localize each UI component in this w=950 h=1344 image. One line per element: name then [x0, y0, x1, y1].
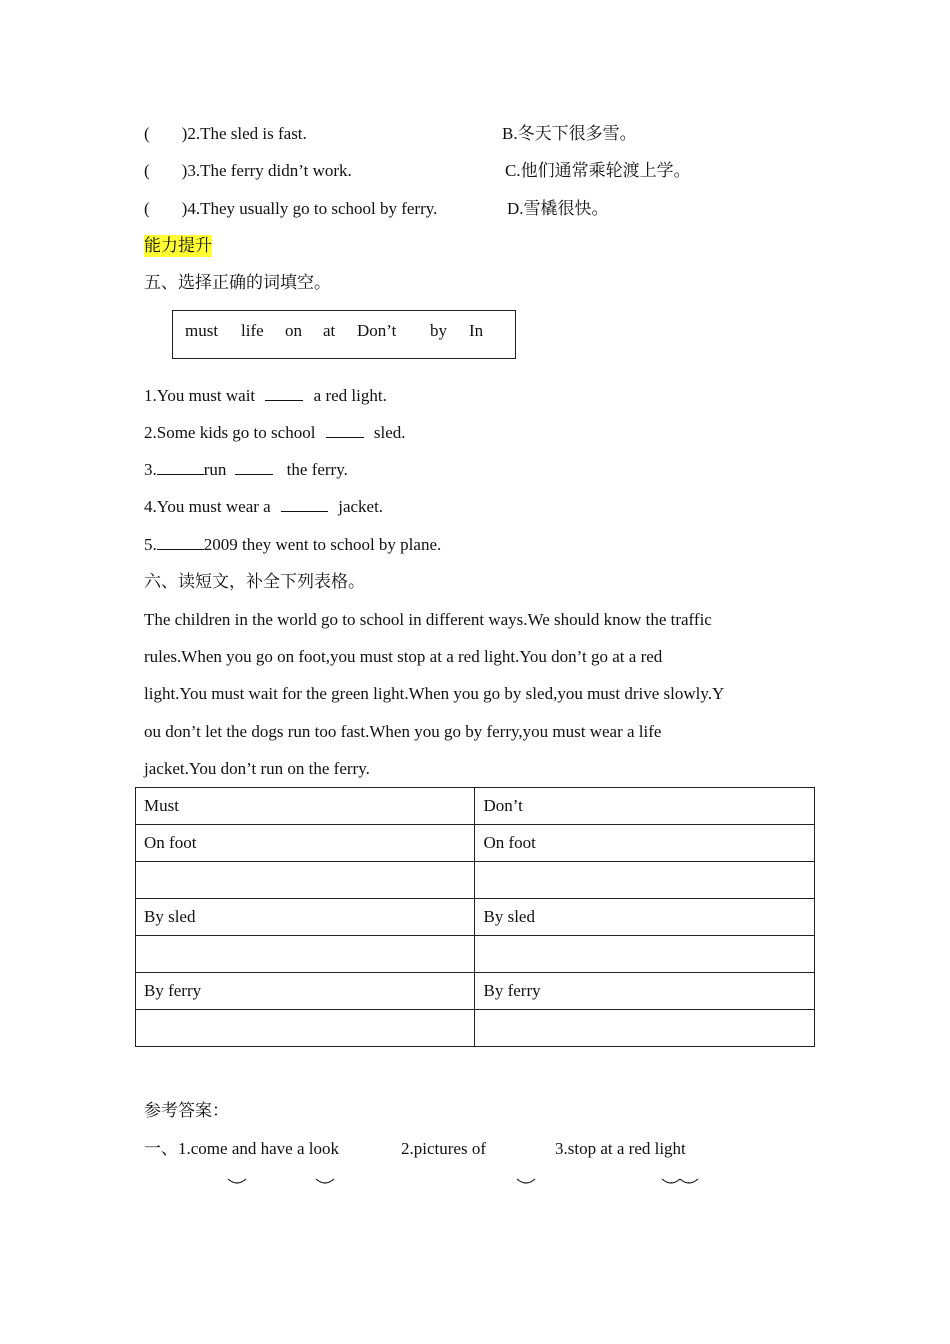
table-cell: By sled	[136, 899, 475, 936]
question-text: sled.	[373, 423, 406, 442]
answers-line-1b: 2.pictures of	[401, 1139, 486, 1158]
table-cell-blank[interactable]	[136, 936, 475, 973]
answer-blank[interactable]	[157, 534, 204, 550]
question-text: the ferry.	[286, 460, 348, 479]
answer-blank[interactable]	[265, 385, 303, 401]
word-bank-word: by	[430, 321, 447, 340]
fill-question-5	[144, 534, 441, 556]
table-row	[136, 899, 815, 936]
passage-line: The children in the world go to school in different ways.We should know the traffic	[144, 610, 712, 629]
matching-text: )3.The ferry didn’t work.	[181, 161, 352, 180]
table-cell: On foot	[136, 825, 475, 862]
answer-blank[interactable]	[326, 422, 364, 438]
section6-title: 六、读短文，补全下列表格。	[144, 572, 365, 591]
table-cell-blank[interactable]	[136, 862, 475, 899]
liaison-marks	[226, 1176, 726, 1190]
passage-line: jacket.You don’t run on the ferry.	[144, 759, 370, 778]
question-text: 3.	[144, 460, 157, 479]
table-row	[136, 788, 815, 825]
answers-line-1a: 一、1.come and have a look	[144, 1139, 339, 1158]
section-ability-heading: 能力提升	[144, 236, 212, 255]
fill-question-3	[144, 459, 348, 481]
question-text: a red light.	[313, 386, 387, 405]
fill-question-2	[144, 422, 406, 444]
fill-question-4	[144, 496, 383, 518]
question-text: 2.Some kids go to school	[144, 423, 316, 442]
table-row	[136, 1010, 815, 1047]
matching-answer-c: C.他们通常乘轮渡上学。	[505, 161, 691, 180]
table-cell: By ferry	[475, 973, 815, 1010]
matching-answer-d: D.雪橇很快。	[507, 199, 609, 218]
matching-item-3	[144, 160, 352, 182]
answer-blank[interactable]	[235, 459, 273, 475]
question-text: 2009 they went to school by plane.	[203, 535, 442, 554]
table-row	[136, 862, 815, 899]
table-row	[136, 825, 815, 862]
question-text: run	[203, 460, 227, 479]
table-cell-blank[interactable]	[475, 862, 815, 899]
word-bank-word: at	[323, 321, 336, 340]
paren: (	[144, 124, 150, 143]
passage-line: ou don’t let the dogs run too fast.When you go by ferry,you must wear a life	[144, 722, 662, 741]
question-text: jacket.	[338, 497, 384, 516]
table-cell: By sled	[475, 899, 815, 936]
matching-item-4	[144, 198, 437, 220]
word-bank-word: Don’t	[357, 321, 397, 340]
word-bank-word: must	[185, 321, 219, 340]
passage-line: light.You must wait for the green light.When you go by sled,you must drive slowly.Y	[144, 684, 725, 703]
fill-question-1	[144, 385, 387, 407]
table-cell-blank[interactable]	[475, 1010, 815, 1047]
paren: (	[144, 199, 150, 218]
table-cell: By ferry	[136, 973, 475, 1010]
word-bank	[172, 310, 516, 359]
word-bank-word: In	[469, 321, 484, 340]
rules-table	[135, 787, 815, 1047]
matching-text: )4.They usually go to school by ferry.	[181, 199, 438, 218]
matching-text: )2.The sled is fast.	[181, 124, 307, 143]
question-text: 5.	[144, 535, 157, 554]
word-bank-word: on	[285, 321, 302, 340]
answer-blank[interactable]	[157, 459, 204, 475]
table-cell-blank[interactable]	[475, 936, 815, 973]
answer-blank[interactable]	[281, 496, 328, 512]
section5-title: 五、选择正确的词填空。	[144, 273, 331, 292]
passage-line: rules.When you go on foot,you must stop at a red light.You don’t go at a red	[144, 647, 663, 666]
answers-title: 参考答案：	[144, 1101, 229, 1120]
word-bank-word: life	[241, 321, 264, 340]
answers-line-1c: 3.stop at a red light	[555, 1139, 686, 1158]
question-text: 1.You must wait	[144, 386, 256, 405]
table-cell: On foot	[475, 825, 815, 862]
matching-answer-b: B.冬天下很多雪。	[502, 124, 637, 143]
matching-item-2	[144, 123, 307, 145]
question-text: 4.You must wear a	[144, 497, 271, 516]
paren: (	[144, 161, 150, 180]
table-row	[136, 936, 815, 973]
table-row	[136, 973, 815, 1010]
table-cell-blank[interactable]	[136, 1010, 475, 1047]
table-cell: Don’t	[475, 788, 815, 825]
table-cell: Must	[136, 788, 475, 825]
